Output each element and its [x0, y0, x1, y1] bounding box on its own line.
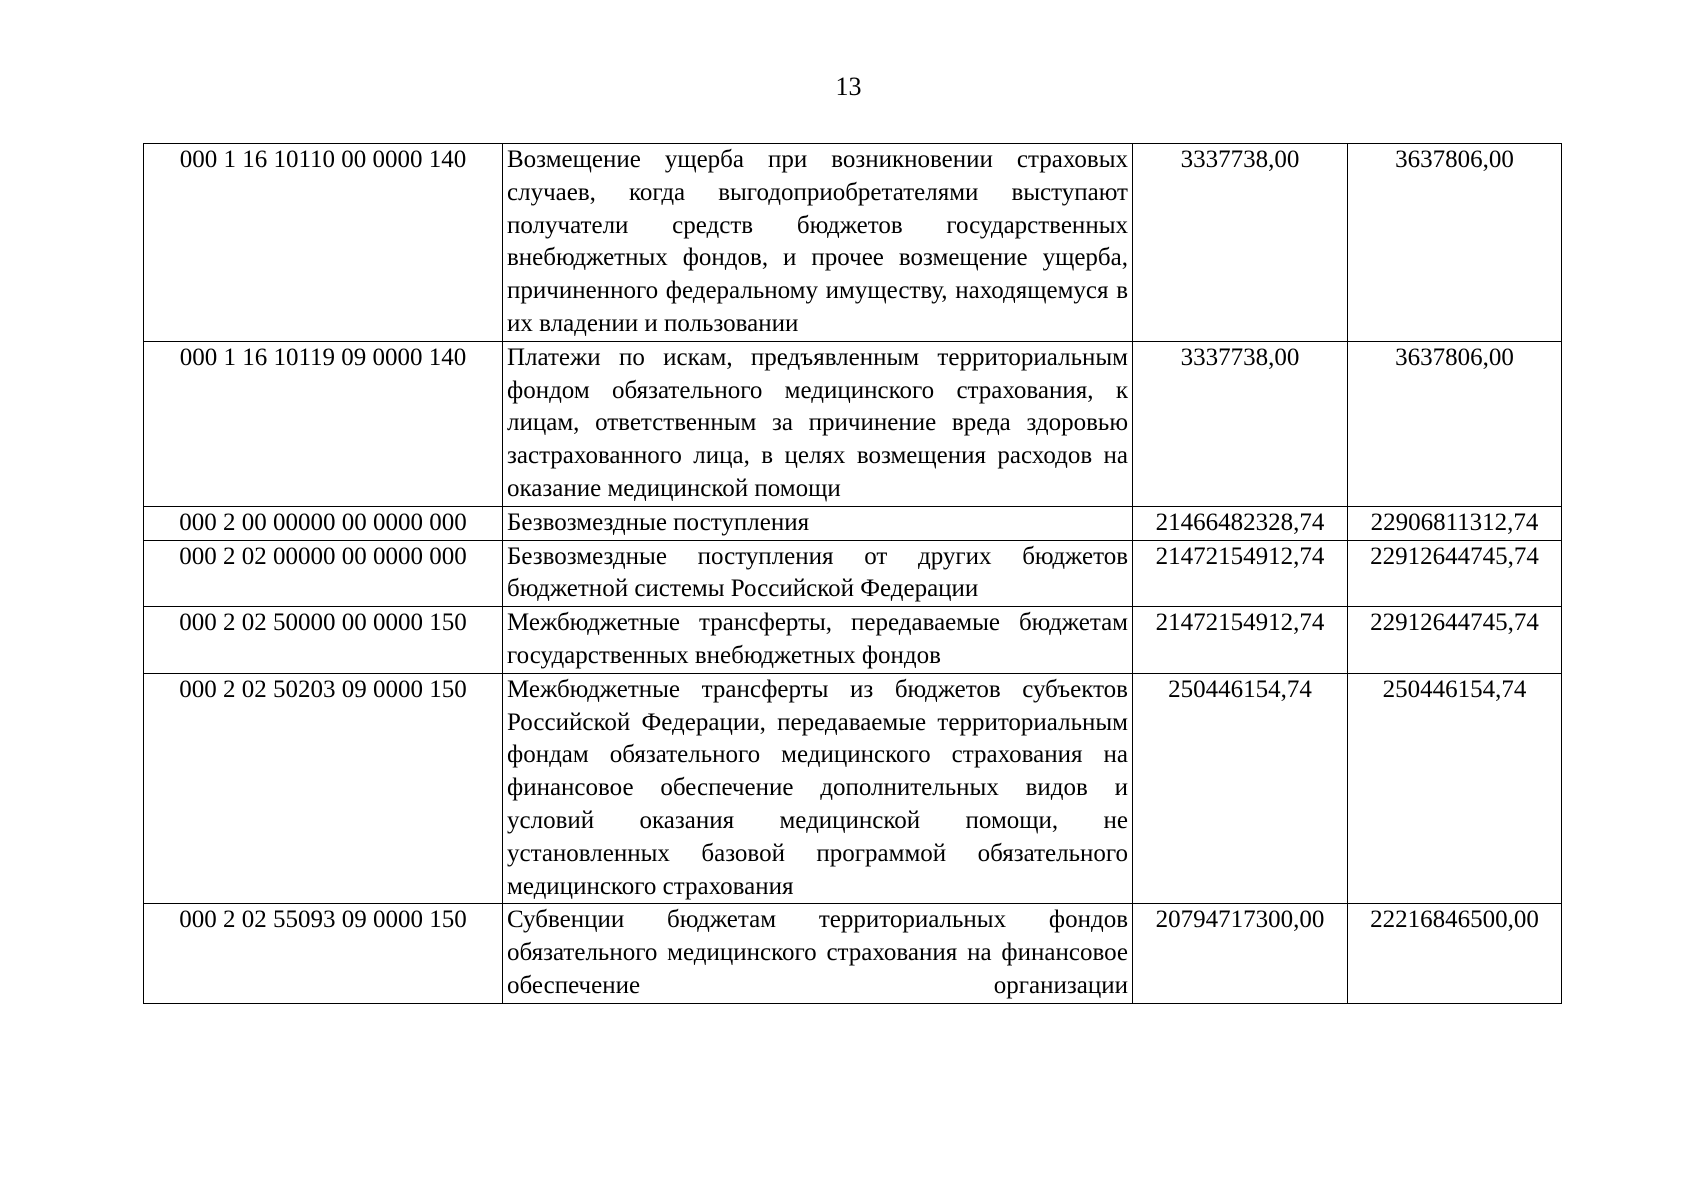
revenue-name-cell: Субвенции бюджетам территориальных фондов обязательного медицинского страхования на финансовое обеспечение организации — [503, 904, 1133, 1003]
amount-year2-cell: 3637806,00 — [1348, 341, 1562, 506]
amount-year2-cell: 22906811312,74 — [1348, 506, 1562, 540]
table-row — [144, 540, 1562, 607]
amount-year1-cell: 21472154912,74 — [1133, 607, 1348, 674]
budget-code-cell: 000 2 02 50203 09 0000 150 — [144, 673, 503, 904]
table-row — [144, 341, 1562, 506]
table-row — [144, 144, 1562, 342]
revenue-name-cell: Платежи по искам, предъявленным территориальным фондом обязательного медицинского страхования, к лицам, ответственным за причинение вреда здоровью застрахованного лица, в целях возмещения расходов на оказание медицинской помощи — [503, 341, 1133, 506]
amount-year2-cell: 22216846500,00 — [1348, 904, 1562, 1003]
amount-year1-cell: 250446154,74 — [1133, 673, 1348, 904]
amount-year1-cell: 3337738,00 — [1133, 144, 1348, 342]
amount-year2-cell: 3637806,00 — [1348, 144, 1562, 342]
amount-year1-cell: 20794717300,00 — [1133, 904, 1348, 1003]
table-row — [144, 607, 1562, 674]
budget-code-cell: 000 2 00 00000 00 0000 000 — [144, 506, 503, 540]
amount-year2-cell: 22912644745,74 — [1348, 607, 1562, 674]
table-row — [144, 506, 1562, 540]
amount-year2-cell: 22912644745,74 — [1348, 540, 1562, 607]
amount-year1-cell: 21466482328,74 — [1133, 506, 1348, 540]
amount-year1-cell: 21472154912,74 — [1133, 540, 1348, 607]
budget-code-cell: 000 1 16 10119 09 0000 140 — [144, 341, 503, 506]
amount-year2-cell: 250446154,74 — [1348, 673, 1562, 904]
budget-code-cell: 000 1 16 10110 00 0000 140 — [144, 144, 503, 342]
revenue-name-cell: Безвозмездные поступления от других бюджетов бюджетной системы Российской Федерации — [503, 540, 1133, 607]
revenue-name-cell: Межбюджетные трансферты, передаваемые бюджетам государственных внебюджетных фондов — [503, 607, 1133, 674]
revenue-name-cell: Безвозмездные поступления — [503, 506, 1133, 540]
table-row — [144, 904, 1562, 1003]
revenue-name-cell: Межбюджетные трансферты из бюджетов субъектов Российской Федерации, передаваемые территориальным фондам обязательного медицинского страхования на финансовое обеспечение дополнительных видов и условий оказания медицинской помощи, не установленных базовой программой обязательного медицинского страхования — [503, 673, 1133, 904]
revenue-name-cell: Возмещение ущерба при возникновении страховых случаев, когда выгодоприобретателями выступают получатели средств бюджетов государственных внебюджетных фондов, и прочее возмещение ущерба, причиненного федеральному имуществу, находящемуся в их владении и пользовании — [503, 144, 1133, 342]
budget-revenue-table — [143, 143, 1562, 1004]
table-row — [144, 673, 1562, 904]
budget-code-cell: 000 2 02 55093 09 0000 150 — [144, 904, 503, 1003]
amount-year1-cell: 3337738,00 — [1133, 341, 1348, 506]
budget-code-cell: 000 2 02 00000 00 0000 000 — [144, 540, 503, 607]
page-number: 13 — [835, 72, 862, 101]
budget-code-cell: 000 2 02 50000 00 0000 150 — [144, 607, 503, 674]
